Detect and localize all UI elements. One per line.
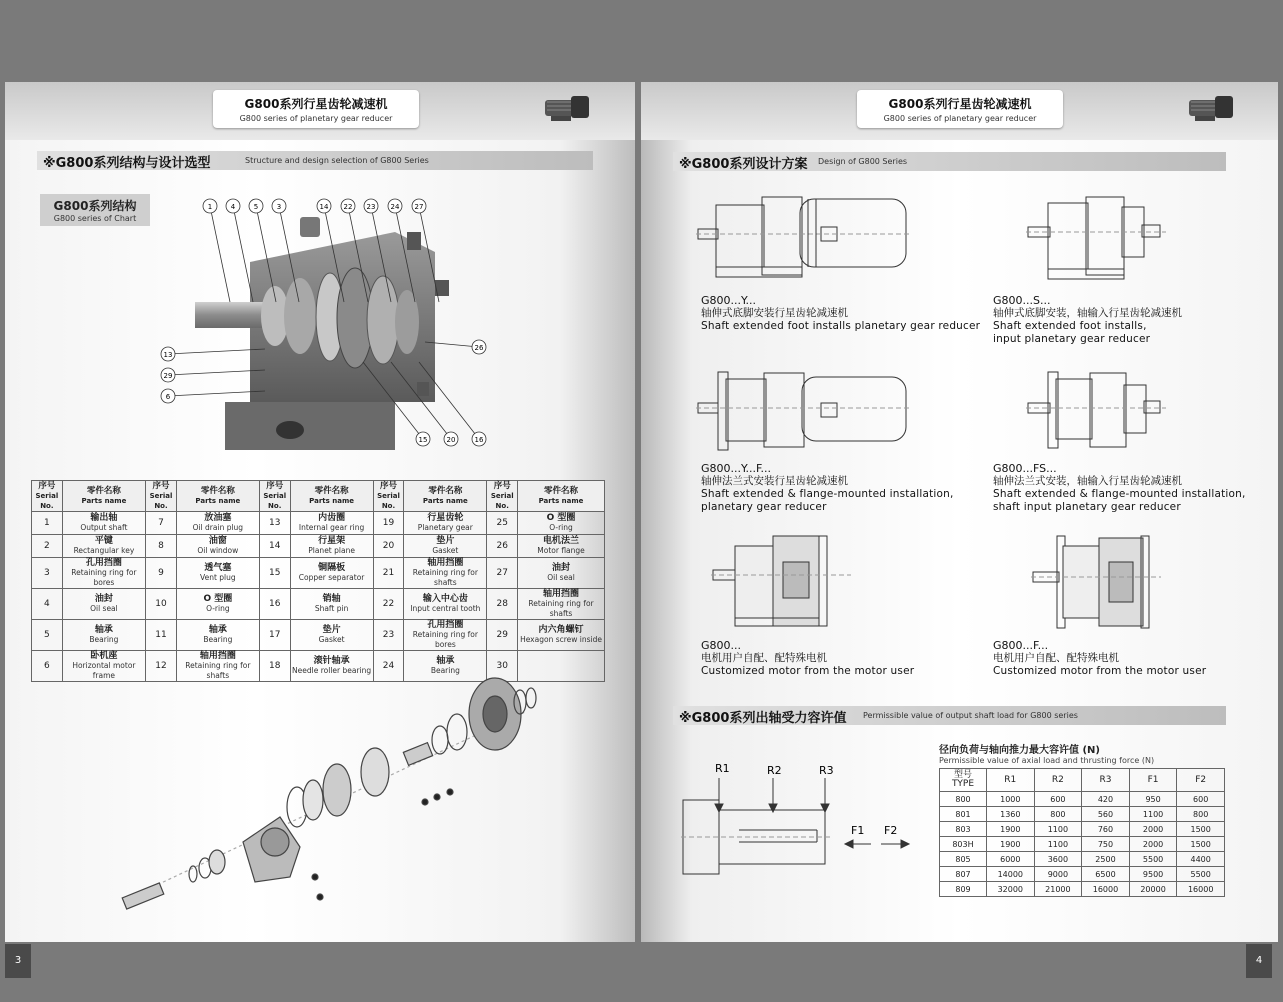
structure-label-cn: G800系列结构 bbox=[53, 199, 137, 213]
callout-number: 1 bbox=[207, 203, 213, 211]
part-name-cn: 滚针轴承 bbox=[313, 656, 350, 666]
callout-layer bbox=[5, 192, 635, 462]
part-name-en: Planet plane bbox=[308, 546, 355, 555]
force-r2: R2 bbox=[767, 764, 782, 777]
part-serial: 8 bbox=[146, 535, 177, 558]
part-name-cn: 输入中心齿 bbox=[422, 594, 468, 604]
part-serial: 5 bbox=[32, 620, 63, 651]
part-name-cn: O 型圈 bbox=[203, 594, 233, 604]
part-name-en: Output shaft bbox=[80, 523, 128, 532]
design-drawing-f bbox=[1031, 532, 1161, 632]
load-value-cell: 32000 bbox=[987, 882, 1035, 897]
part-name-en: Rectangular key bbox=[73, 546, 135, 555]
force-r3: R3 bbox=[819, 764, 834, 777]
part-serial: 11 bbox=[146, 620, 177, 651]
load-type-cell: 807 bbox=[940, 867, 987, 882]
part-name bbox=[518, 512, 605, 535]
part-name-cn: 轴承 bbox=[94, 625, 113, 635]
callout-marker bbox=[161, 347, 265, 361]
part-name bbox=[290, 535, 373, 558]
part-name bbox=[62, 558, 145, 589]
part-name-cn: 轴用挡圈 bbox=[199, 651, 236, 661]
load-value-cell: 950 bbox=[1129, 792, 1177, 807]
load-value-cell: 560 bbox=[1082, 807, 1130, 822]
load-value-cell: 1000 bbox=[987, 792, 1035, 807]
part-serial: 30 bbox=[487, 651, 518, 682]
load-value-cell: 6500 bbox=[1082, 867, 1130, 882]
load-value-cell: 14000 bbox=[987, 867, 1035, 882]
th-serial: 序号 Serial No. bbox=[32, 481, 63, 512]
load-table-row bbox=[940, 852, 1225, 867]
part-name-cn: 行星架 bbox=[318, 536, 346, 546]
load-value-cell: 4400 bbox=[1177, 852, 1225, 867]
design-caption-s: G800...S... 轴伸式底脚安装，轴输入行星齿轮减速机 Shaft extended foot installs, input planetary gear reducer bbox=[993, 294, 1182, 345]
part-name-cn: 透气塞 bbox=[204, 563, 232, 573]
part-name bbox=[176, 512, 259, 535]
left-page bbox=[5, 82, 635, 966]
load-section-bar bbox=[673, 706, 1226, 725]
load-value-cell: 2500 bbox=[1082, 852, 1130, 867]
header-title-box bbox=[857, 90, 1063, 128]
load-value-cell: 1100 bbox=[1034, 822, 1082, 837]
part-serial: 9 bbox=[146, 558, 177, 589]
load-table-row bbox=[940, 792, 1225, 807]
callout-number: 5 bbox=[253, 203, 259, 211]
part-name-cn: 电机法兰 bbox=[543, 536, 580, 546]
callout-number: 23 bbox=[366, 203, 376, 211]
part-name-en: Oil seal bbox=[547, 573, 575, 582]
part-name-cn: 放油塞 bbox=[204, 513, 232, 523]
part-name-en: Gasket bbox=[318, 635, 345, 644]
part-serial: 2 bbox=[32, 535, 63, 558]
part-name bbox=[62, 589, 145, 620]
load-value-cell: 420 bbox=[1082, 792, 1130, 807]
load-value-cell: 5500 bbox=[1129, 852, 1177, 867]
part-name-cn: 轴用挡圈 bbox=[543, 589, 580, 599]
callout-marker bbox=[317, 199, 344, 302]
callout-number: 26 bbox=[474, 344, 484, 352]
part-serial: 7 bbox=[146, 512, 177, 535]
load-value-cell: 16000 bbox=[1177, 882, 1225, 897]
callout-marker bbox=[249, 199, 276, 302]
part-name-en: Horizontal motor frame bbox=[72, 661, 136, 680]
part-name-en: Needle roller bearing bbox=[292, 666, 372, 675]
callout-number: 16 bbox=[474, 436, 484, 444]
callout-marker bbox=[412, 199, 439, 302]
parts-table-row bbox=[32, 558, 605, 589]
load-value-cell: 20000 bbox=[1129, 882, 1177, 897]
part-name bbox=[62, 512, 145, 535]
load-value-cell: 3600 bbox=[1034, 852, 1082, 867]
part-name-cn: 内六角螺钉 bbox=[538, 625, 584, 635]
load-value-cell: 1360 bbox=[987, 807, 1035, 822]
load-value-cell: 1100 bbox=[1129, 807, 1177, 822]
part-name-en: Copper separator bbox=[298, 573, 365, 582]
header-title-en: G800 series of planetary gear reducer bbox=[883, 114, 1037, 123]
part-name-cn: 轴用挡圈 bbox=[427, 558, 464, 568]
part-name-en: Shaft pin bbox=[314, 604, 349, 613]
part-name-en: Gasket bbox=[432, 546, 459, 555]
callout-marker bbox=[226, 199, 253, 302]
design-section-cn: ※G800系列设计方案 bbox=[679, 157, 808, 172]
callout-marker bbox=[341, 199, 368, 302]
part-name bbox=[290, 558, 373, 589]
load-value-cell: 16000 bbox=[1082, 882, 1130, 897]
force-r1: R1 bbox=[715, 762, 730, 775]
part-name bbox=[404, 589, 487, 620]
load-value-cell: 600 bbox=[1034, 792, 1082, 807]
th-serial: 序号 Serial No. bbox=[487, 481, 518, 512]
header-title-en: G800 series of planetary gear reducer bbox=[239, 114, 393, 123]
gear-motor-icon bbox=[1185, 90, 1237, 126]
load-table-header bbox=[940, 769, 1225, 792]
part-serial: 27 bbox=[487, 558, 518, 589]
part-name bbox=[176, 589, 259, 620]
header-title-cn: G800系列行星齿轮减速机 bbox=[244, 97, 388, 111]
part-name-en: Retaining ring for bores bbox=[71, 568, 137, 587]
callout-marker bbox=[364, 199, 391, 302]
load-value-cell: 9500 bbox=[1129, 867, 1177, 882]
part-name-en: Bearing bbox=[203, 635, 233, 644]
page-number-right: 4 bbox=[1246, 944, 1272, 978]
load-value-cell: 1500 bbox=[1177, 837, 1225, 852]
load-value-cell: 2000 bbox=[1129, 837, 1177, 852]
th-parts: 零件名称 Parts name bbox=[518, 481, 605, 512]
part-name-en: Internal gear ring bbox=[298, 523, 365, 532]
load-table-row bbox=[940, 837, 1225, 852]
load-table bbox=[939, 768, 1225, 897]
load-value-cell: 800 bbox=[1177, 807, 1225, 822]
part-name-cn: O 型圈 bbox=[546, 513, 576, 523]
callout-number: 4 bbox=[230, 203, 236, 211]
part-serial: 20 bbox=[373, 535, 404, 558]
part-name-en: Bearing bbox=[430, 666, 460, 675]
part-name bbox=[176, 558, 259, 589]
load-value-cell: 1100 bbox=[1034, 837, 1082, 852]
th-parts: 零件名称 Parts name bbox=[404, 481, 487, 512]
load-value-cell: 800 bbox=[1034, 807, 1082, 822]
callout-number: 24 bbox=[390, 203, 400, 211]
part-name-cn: 垫片 bbox=[322, 625, 341, 635]
callout-number: 13 bbox=[163, 351, 173, 359]
th-serial: 序号 Serial No. bbox=[146, 481, 177, 512]
load-value-cell: 1500 bbox=[1177, 822, 1225, 837]
page-number-left: 3 bbox=[5, 944, 31, 978]
part-name bbox=[290, 512, 373, 535]
part-name-cn: 内齿圈 bbox=[318, 513, 346, 523]
parts-table-header bbox=[32, 481, 605, 512]
part-name-en: Oil drain plug bbox=[192, 523, 244, 532]
callout-number: 3 bbox=[276, 203, 282, 211]
load-value-cell: 5500 bbox=[1177, 867, 1225, 882]
design-drawing-y bbox=[696, 187, 911, 282]
part-serial: 21 bbox=[373, 558, 404, 589]
design-section-en: Design of G800 Series bbox=[818, 157, 908, 166]
part-name-en: Vent plug bbox=[200, 573, 236, 582]
part-serial: 26 bbox=[487, 535, 518, 558]
design-caption-yf: G800...Y...F... 轴伸法兰式安装行星齿轮减速机 Shaft extended & flange-mounted installation, planetary gear reducer bbox=[701, 462, 954, 513]
section-title-bar bbox=[37, 151, 593, 170]
part-serial: 17 bbox=[259, 620, 290, 651]
part-name-en: O-ring bbox=[549, 523, 573, 532]
callout-marker bbox=[203, 199, 230, 302]
part-name bbox=[518, 558, 605, 589]
part-serial: 28 bbox=[487, 589, 518, 620]
part-name-en: Retaining ring for shafts bbox=[412, 568, 478, 587]
th-serial: 序号 Serial No. bbox=[259, 481, 290, 512]
part-name-cn: 卧机座 bbox=[90, 651, 118, 661]
callout-marker bbox=[425, 340, 486, 354]
right-page bbox=[641, 82, 1278, 966]
part-name-cn: 轴承 bbox=[208, 625, 227, 635]
th-parts: 零件名称 Parts name bbox=[290, 481, 373, 512]
part-name-cn: 孔用挡圈 bbox=[427, 620, 464, 630]
load-section-en: Permissible value of output shaft load for G800 series bbox=[863, 711, 1078, 720]
load-value-cell: 600 bbox=[1177, 792, 1225, 807]
th-f2: F2 bbox=[1177, 769, 1225, 792]
part-serial: 3 bbox=[32, 558, 63, 589]
part-name-en: O-ring bbox=[206, 604, 230, 613]
design-drawing-s bbox=[1026, 187, 1166, 282]
part-name bbox=[404, 558, 487, 589]
shaft-load-diagram bbox=[681, 758, 921, 888]
part-name-en: Hexagon screw inside bbox=[520, 635, 602, 644]
th-type: 型号 TYPE bbox=[940, 769, 987, 792]
part-serial: 1 bbox=[32, 512, 63, 535]
th-r2: R2 bbox=[1034, 769, 1082, 792]
part-serial: 18 bbox=[259, 651, 290, 682]
part-name-cn: 平键 bbox=[94, 536, 113, 546]
load-value-cell: 750 bbox=[1082, 837, 1130, 852]
part-serial: 10 bbox=[146, 589, 177, 620]
load-value-cell: 760 bbox=[1082, 822, 1130, 837]
part-name bbox=[518, 589, 605, 620]
load-section-cn: ※G800系列出轴受力容许值 bbox=[679, 711, 847, 726]
load-value-cell: 21000 bbox=[1034, 882, 1082, 897]
part-name-en: Bearing bbox=[89, 635, 119, 644]
th-parts: 零件名称 Parts name bbox=[176, 481, 259, 512]
part-serial: 13 bbox=[259, 512, 290, 535]
section-title-en: Structure and design selection of G800 Series bbox=[245, 156, 429, 165]
part-serial: 12 bbox=[146, 651, 177, 682]
part-name-en: Input central tooth bbox=[410, 604, 481, 613]
design-drawing-yf bbox=[696, 367, 911, 452]
part-name-cn: 轴承 bbox=[436, 656, 455, 666]
load-type-cell: 809 bbox=[940, 882, 987, 897]
part-serial: 23 bbox=[373, 620, 404, 651]
part-name-en: Retaining ring for bores bbox=[412, 630, 478, 649]
part-name-en: Oil window bbox=[197, 546, 239, 555]
exploded-callout-layer bbox=[5, 642, 635, 932]
callout-number: 22 bbox=[343, 203, 353, 211]
callout-number: 15 bbox=[418, 436, 428, 444]
design-caption-plain: G800... 电机用户自配、配特殊电机 Customized motor from the motor user bbox=[701, 639, 915, 677]
part-serial: 24 bbox=[373, 651, 404, 682]
part-name-cn: 油封 bbox=[552, 563, 571, 573]
part-name-cn: 油封 bbox=[94, 594, 113, 604]
part-name-en: Retaining ring for shafts bbox=[528, 599, 594, 618]
load-table-title: 径向负荷与轴向推力最大容许值 (N) Permissible value of axial load and thrusting force (N) bbox=[939, 745, 1155, 765]
load-value-cell: 9000 bbox=[1034, 867, 1082, 882]
structure-label-en: G800 series of Chart bbox=[53, 214, 137, 223]
parts-table-row bbox=[32, 589, 605, 620]
th-r3: R3 bbox=[1082, 769, 1130, 792]
part-serial: 16 bbox=[259, 589, 290, 620]
force-f2: F2 bbox=[884, 824, 898, 837]
load-value-cell: 1900 bbox=[987, 822, 1035, 837]
part-name-cn: 油窗 bbox=[208, 536, 227, 546]
load-value-cell: 2000 bbox=[1129, 822, 1177, 837]
load-type-cell: 801 bbox=[940, 807, 987, 822]
force-f1: F1 bbox=[851, 824, 865, 837]
load-type-cell: 805 bbox=[940, 852, 987, 867]
callout-marker bbox=[161, 389, 265, 403]
callout-number: 14 bbox=[319, 203, 329, 211]
load-value-cell: 1900 bbox=[987, 837, 1035, 852]
part-serial: 6 bbox=[32, 651, 63, 682]
parts-table-row bbox=[32, 535, 605, 558]
callout-marker bbox=[363, 362, 430, 446]
load-type-cell: 803H bbox=[940, 837, 987, 852]
callout-number: 29 bbox=[163, 372, 173, 380]
part-serial: 4 bbox=[32, 589, 63, 620]
load-type-cell: 800 bbox=[940, 792, 987, 807]
load-table-row bbox=[940, 822, 1225, 837]
design-drawing-plain bbox=[711, 532, 851, 632]
part-serial: 19 bbox=[373, 512, 404, 535]
part-name-cn: 孔用挡圈 bbox=[85, 558, 122, 568]
callout-number: 20 bbox=[446, 436, 456, 444]
callout-number: 27 bbox=[414, 203, 424, 211]
parts-table-row bbox=[32, 512, 605, 535]
load-table-row bbox=[940, 882, 1225, 897]
callout-marker bbox=[161, 368, 265, 382]
part-name-en: Oil seal bbox=[90, 604, 118, 613]
part-name-cn: 铜隔板 bbox=[318, 563, 346, 573]
part-serial: 25 bbox=[487, 512, 518, 535]
load-table-row bbox=[940, 867, 1225, 882]
design-caption-y: G800...Y... 轴伸式底脚安装行星齿轮减速机 Shaft extended foot installs planetary gear reducer bbox=[701, 294, 981, 332]
part-serial: 15 bbox=[259, 558, 290, 589]
part-name bbox=[290, 589, 373, 620]
part-name bbox=[62, 535, 145, 558]
part-serial: 29 bbox=[487, 620, 518, 651]
part-serial: 22 bbox=[373, 589, 404, 620]
gear-motor-icon bbox=[541, 90, 593, 126]
design-caption-f: G800...F... 电机用户自配、配特殊电机 Customized motor from the motor user bbox=[993, 639, 1207, 677]
part-name-cn: 行星齿轮 bbox=[427, 513, 464, 523]
callout-marker bbox=[388, 199, 415, 302]
callout-number: 6 bbox=[165, 393, 171, 401]
part-name bbox=[176, 535, 259, 558]
part-name-cn: 销轴 bbox=[322, 594, 341, 604]
load-table-row bbox=[940, 807, 1225, 822]
header-title-box bbox=[213, 90, 419, 128]
part-serial: 14 bbox=[259, 535, 290, 558]
th-r1: R1 bbox=[987, 769, 1035, 792]
callout-marker bbox=[272, 199, 299, 302]
part-name-en: Retaining ring for shafts bbox=[185, 661, 251, 680]
load-value-cell: 6000 bbox=[987, 852, 1035, 867]
th-serial: 序号 Serial No. bbox=[373, 481, 404, 512]
th-f1: F1 bbox=[1129, 769, 1177, 792]
part-name-en: Planetary gear bbox=[417, 523, 473, 532]
part-name bbox=[518, 535, 605, 558]
design-caption-fs: G800...FS... 轴伸法兰式安装，轴输入行星齿轮减速机 Shaft extended & flange-mounted installation, shaft input planetary gear reducer bbox=[993, 462, 1246, 513]
design-section-bar bbox=[673, 152, 1226, 171]
part-name bbox=[404, 535, 487, 558]
part-name-en: Motor flange bbox=[537, 546, 585, 555]
header-title-cn: G800系列行星齿轮减速机 bbox=[888, 97, 1032, 111]
part-name bbox=[404, 512, 487, 535]
th-parts: 零件名称 Parts name bbox=[62, 481, 145, 512]
part-name-cn: 垫片 bbox=[436, 536, 455, 546]
load-type-cell: 803 bbox=[940, 822, 987, 837]
design-drawing-fs bbox=[1026, 367, 1166, 452]
section-title-cn: ※G800系列结构与设计选型 bbox=[43, 156, 211, 171]
part-name-cn: 输出轴 bbox=[90, 513, 118, 523]
